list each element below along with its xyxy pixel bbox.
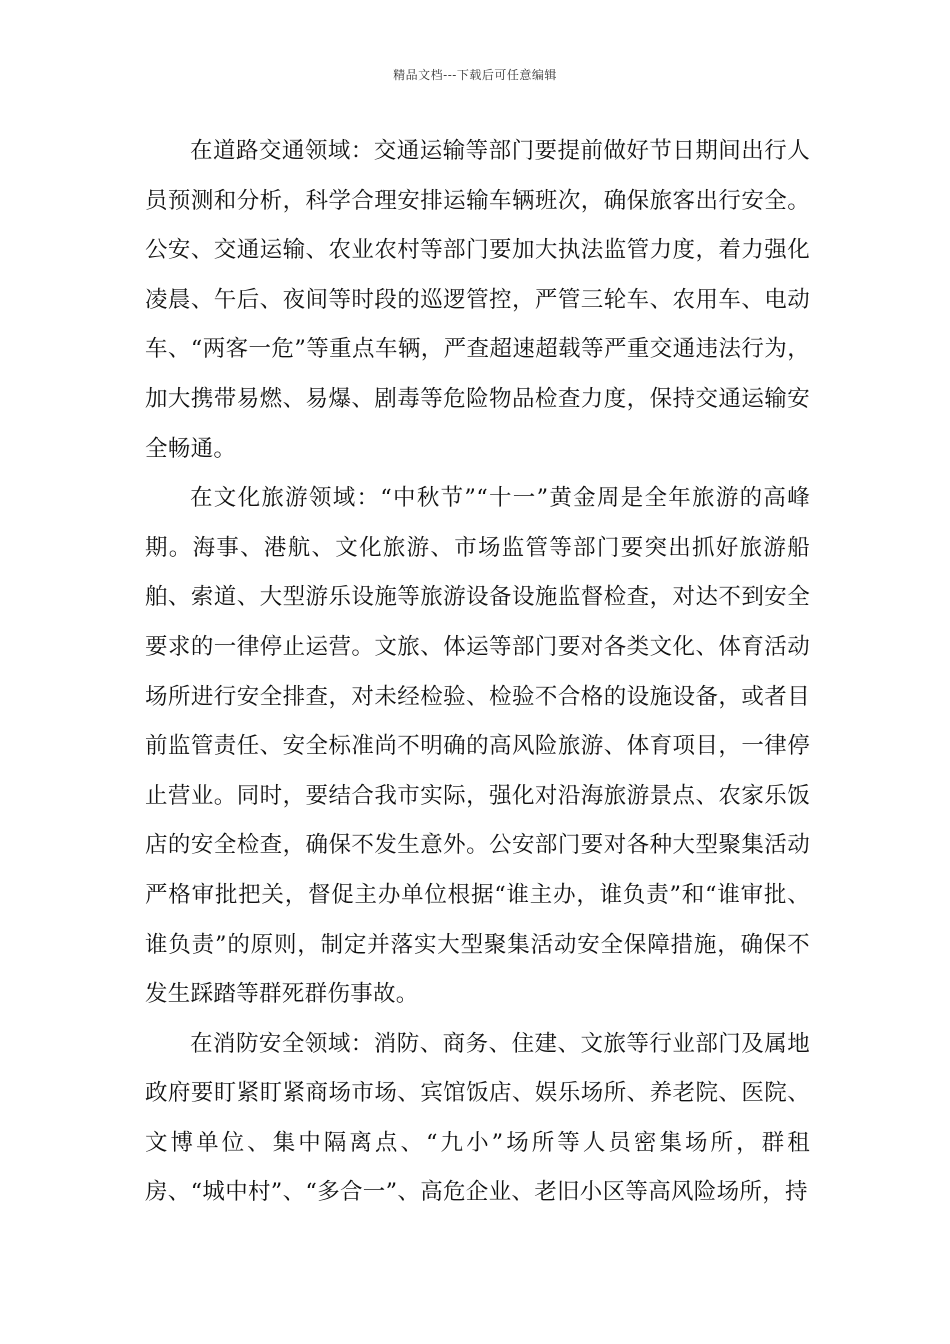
paragraph-culture-tourism: 在文化旅游领域：“中秋节”“十一”黄金周是全年旅游的高峰期。海事、港航、文化旅游、市场监管等部门要突出抓好旅游船舶、索道、大型游乐设施等旅游设备设施监督检查，对达不到安全要求的一律停止运营。文旅、体运等部门要对各类文化、体育活动场所进行安全排查，对未经检验、检验不合格的设施设备，或者目前监管责任、安全标准尚不明确的高风险旅游、体育项目，一律停止营业。同时，要结合我市实际，强化对沿海旅游景点、农家乐饭店的安全检查，确保不发生意外。公安部门要对各种大型聚集活动严格审批把关，督促主办单位根据“谁主办，谁负责”和“谁审批、谁负责”的原则，制定并落实大型聚集活动安全保障措施，确保不发生踩踏等群死群伤事故。: [145, 485, 810, 1008]
document-body: [145, 127, 810, 1218]
paragraph-fire-safety: 在消防安全领域：消防、商务、住建、文旅等行业部门及属地政府要盯紧盯紧商场市场、宾馆饭店、娱乐场所、养老院、医院、文博单位、集中隔离点、“九小”场所等人员密集场所，群租房、“城中村”、“多合一”、高危企业、老旧小区等高风险场所，持: [145, 1030, 810, 1206]
paragraph-road-traffic: 在道路交通领域：交通运输等部门要提前做好节日期间出行人员预测和分析，科学合理安排运输车辆班次，确保旅客出行安全。公安、交通运输、农业农村等部门要加大执法监管力度，着力强化凌晨、午后、夜间等时段的巡逻管控，严管三轮车、农用车、电动车、“两客一危”等重点车辆，严查超速超载等严重交通违法行为，加大携带易燃、易爆、剧毒等危险物品检查力度，保持交通运输安全畅通。: [145, 138, 810, 462]
header-note: 精品文档---下载后可任意编辑: [393, 68, 557, 82]
